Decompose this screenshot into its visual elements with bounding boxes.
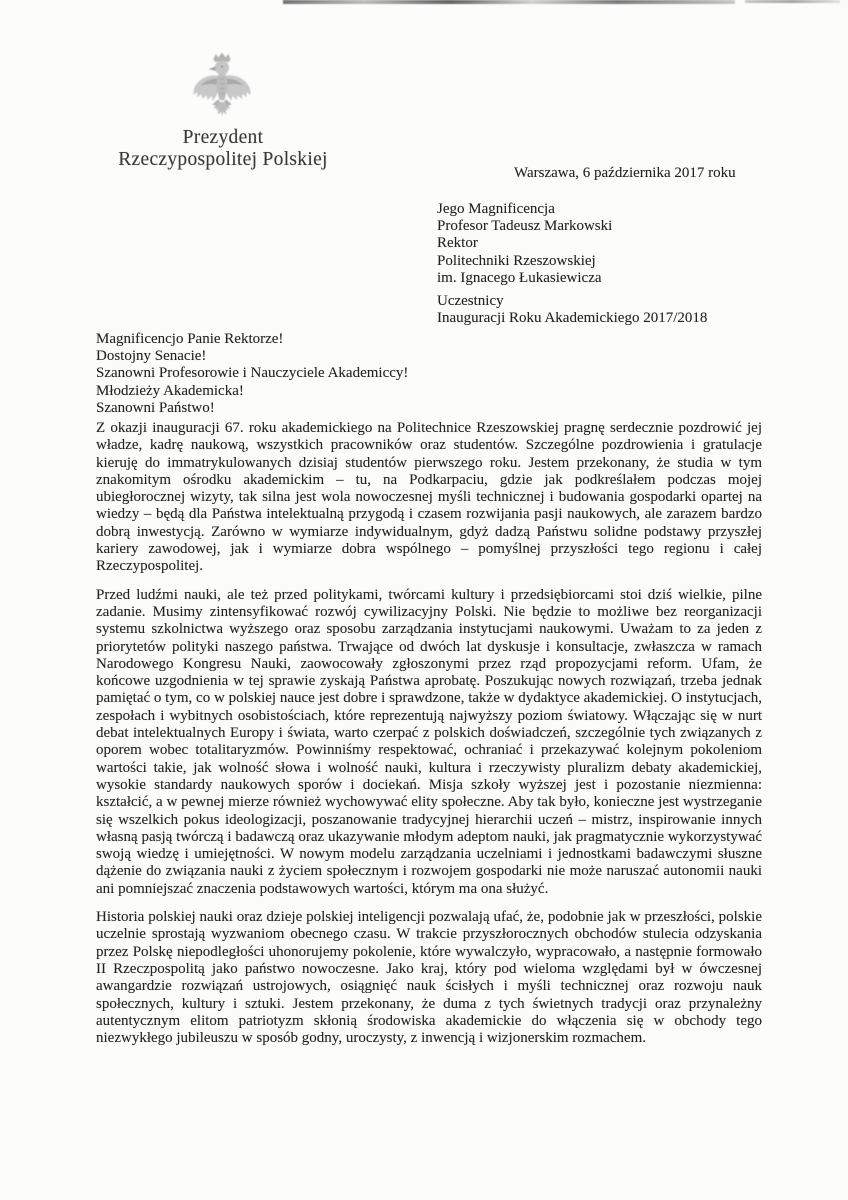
dateline: Warszawa, 6 października 2017 roku <box>514 165 736 181</box>
salutation-line: Szanowni Państwo! <box>96 399 215 416</box>
addressee-line: im. Ignacego Łukasiewicza <box>437 269 602 286</box>
salutation-line: Magnificencjo Panie Rektorze! <box>96 331 284 347</box>
addressee-line: Politechniki Rzeszowskiej <box>437 252 596 269</box>
salutation-line: Szanowni Profesorowie i Nauczyciele Akademiccy! <box>96 365 409 382</box>
polish-eagle-emblem-icon <box>191 52 253 124</box>
addressee-line: Profesor Tadeusz Markowski <box>437 218 613 235</box>
paragraph: Przed ludźmi nauki, ale też przed politykami, twórcami kultury i przedsiębiorcami stoi dziś wielkie, pilne zadanie. Musimy zintensyfikować rozwój cywilizacyjny Polski. Nie będzie to możliwe bez reorganizacji systemu szkolnictwa wyższego oraz sposobu zarządzania instytucjami naukowymi. Uważam to za jeden z priorytetów polityki naszego państwa. Trwające od dwóch lat dyskusje i konsultacje, zwłaszcza w ramach Narodowego Kongresu Nauki, zaowocowały zgłoszonymi przez rząd propozycjami reform. Ufam, że końcowe uzgodnienia w tej sprawie zyskają Państwa aprobatę. Poszukując nowych rozwiązań, trzeba jednak pamiętać o tym, co w polskiej nauce jest dobre i sprawdzone, także w dydaktyce akademickiej. O instytucjach, zespołach i wybitnych osobistościach, które reprezentują najwyższy poziom światowy. Włączając się w nurt debat intelektualnych Europy i świata, warto czerpać z polskich doświadczeń, szczególnie tych związanych z oporem wobec totalitaryzmów. Powinniśmy respektować, ochraniać i przekazywać kolejnym pokoleniom wartości takie, jak wolność słowa i wolność nauki, kultura i rzeczywisty pluralizm debaty akademickiej, wysokie standardy naukowych sporów i dociekań. Misja szkoły wyższej jest i pozostanie niezmienna: kształcić, a w pewnej mierze również wychowywać elity społeczne. Aby tak było, konieczne jest wystrzeganie się wszelkich pokus ideologizacji, poszanowanie tradycyjnej hierarchii uczeń – mistrz, inspirowanie innych własną pasją twórczą i badawczą oraz ukazywanie młodym adeptom nauki, jak pragmatycznie wykorzystywać swoją wiedzę i umiejętności. W nowym modelu zarządzania uczelniami i jednostkami badawczymi słuszne dążenie do związania nauki z życiem społecznym i rozwojem gospodarki nie może naruszać autonomii nauki ani pomniejszać znaczenia podstawowych wartości, którym ma ona służyć. <box>96 586 762 897</box>
letter-body <box>96 420 762 1058</box>
addressee-line: Uczestnicy <box>437 293 504 310</box>
sender-title-line1: Prezydent <box>182 127 264 148</box>
paragraph: Historia polskiej nauki oraz dzieje polskiej inteligencji pozwalają ufać, że, podobnie jak w przeszłości, polskie uczelnie sprostają wyzwaniom obecnego czasu. W trakcie przyszłorocznych obchodów stulecia odzyskania przez Polskę niepodległości uhonorujemy pokolenie, które wywalczyło, wypracowało, a następnie formowało II Rzeczpospolitą jako państwo nowoczesne. Jako kraj, który pod wieloma względami był w ówczesnej awangardzie rozwiązań ustrojowych, osiągnięć nauk ścisłych i myśli technicznej oraz rozwoju nauk społecznych, kultury i sztuki. Jestem przekonany, że duma z tych świetnych tradycji oraz przynależny autentycznym elitom patriotyzm skłonią środowiska akademickie do włączenia się w obchody tego niezwykłego jubileuszu w sposób godny, uroczysty, z inwencją i wizjonerskim rozmachem. <box>96 909 762 1047</box>
addressee-line: Jego Magnificencja <box>437 201 555 217</box>
sender-title-line2: Rzeczypospolitej Polskiej <box>118 149 328 170</box>
paragraph: Z okazji inauguracji 67. roku akademickiego na Politechnice Rzeszowskiej pragnę serdecznie pozdrowić jej władze, kadrę naukową, wszystkich pracowników oraz studentów. Szczególne pozdrowienia i gratulacje kieruję do immatrykulowanych dzisiaj studentów pierwszego roku. Jestem przekonany, że studia w tym znakomitym ośrodku akademickim – tu, na Podkarpaciu, gdzie jak podkreślałem podczas mojej ubiegłorocznej wizyty, tak silna jest wola nowoczesnej myśli technicznej i budowania gospodarki opartej na wiedzy – będą dla Państwa intelektualną przygodą i czasem rozwijania pasji naukowych, ale zarazem bardzo dobrą inwestycją. Zarówno w wymiarze indywidualnym, gdyż dadzą Państwu solidne podstawy przyszłej kariery zawodowej, jak i wymiarze dobra wspólnego – pomyślnej przyszłości tego regionu i całej Rzeczypospolitej. <box>96 420 762 575</box>
salutation-line: Młodzieży Akademicka! <box>96 382 244 399</box>
addressee-primary <box>437 201 707 287</box>
addressee-line: Rektor <box>437 235 478 252</box>
scan-artifact-top <box>283 0 735 4</box>
addressee-secondary <box>437 293 707 327</box>
scan-artifact-top-right <box>745 0 840 3</box>
salutation-block <box>96 331 408 417</box>
letterhead-sender <box>60 127 386 171</box>
salutation-line: Dostojny Senacie! <box>96 348 207 365</box>
addressee-line: Inauguracji Roku Akademickiego 2017/2018 <box>437 310 708 327</box>
addressee-block <box>437 201 707 327</box>
